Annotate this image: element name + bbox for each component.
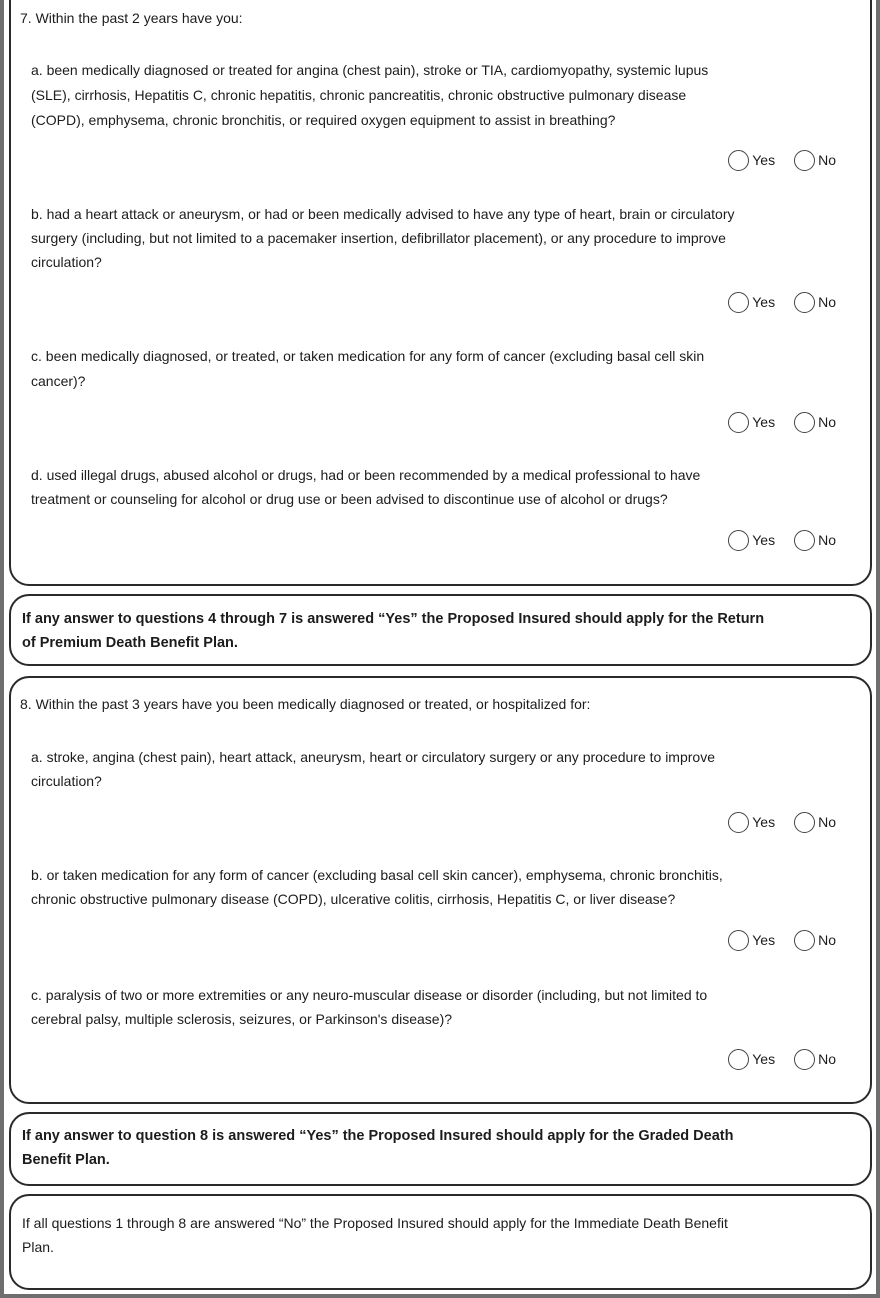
yes-label: Yes xyxy=(752,294,776,310)
question-7-heading: 7. Within the past 2 years have you: xyxy=(20,10,243,26)
yes-label: Yes xyxy=(752,1051,776,1067)
return-of-premium-note-line-2: of Premium Death Benefit Plan. xyxy=(22,635,238,651)
no-label: No xyxy=(818,932,836,948)
question-8c-line-2: cerebral palsy, multiple sclerosis, seizures, or Parkinson's disease)? xyxy=(31,1011,453,1027)
question-8-heading: 8. Within the past 3 years have you been medically diagnosed or treated, or hospitalized for: xyxy=(20,696,591,712)
form-page xyxy=(4,0,876,1294)
radio-icon[interactable] xyxy=(794,150,815,171)
radio-icon[interactable] xyxy=(728,530,749,551)
question-8c-yes-option[interactable] xyxy=(728,1049,775,1070)
question-8a-yes-option[interactable] xyxy=(728,812,775,833)
question-8c-no-option[interactable] xyxy=(794,1049,836,1070)
question-8a-line-2: circulation? xyxy=(31,773,102,789)
question-8c-line-1: c. paralysis of two or more extremities or any neuro-muscular disease or disorder (including, but not limited to xyxy=(31,987,708,1003)
question-7d-line-1: d. used illegal drugs, abused alcohol or drugs, had or been recommended by a medical professional to have xyxy=(31,467,701,483)
immediate-death-benefit-note-line-1: If all questions 1 through 8 are answered “No” the Proposed Insured should apply for the Immediate Death Benefit xyxy=(22,1215,728,1231)
yes-label: Yes xyxy=(752,814,776,830)
yes-label: Yes xyxy=(752,152,776,168)
question-7b-line-2: surgery (including, but not limited to a pacemaker insertion, defibrillator placement), or any procedure to improve xyxy=(31,230,726,246)
graded-death-benefit-note-line-1: If any answer to question 8 is answered “Yes” the Proposed Insured should apply for the Graded Death xyxy=(22,1128,734,1144)
question-7a-yes-option[interactable] xyxy=(728,150,775,171)
question-7c-answer xyxy=(728,410,836,434)
radio-icon[interactable] xyxy=(794,292,815,313)
radio-icon[interactable] xyxy=(728,292,749,313)
question-8b-line-1: b. or taken medication for any form of cancer (excluding basal cell skin cancer), emphysema, chronic bronchitis, xyxy=(31,867,723,883)
question-7d-no-option[interactable] xyxy=(794,530,836,551)
question-7a-line-1: a. been medically diagnosed or treated for angina (chest pain), stroke or TIA, cardiomyopathy, systemic lupus xyxy=(31,62,709,78)
question-7b-yes-option[interactable] xyxy=(728,292,775,313)
question-8b-no-option[interactable] xyxy=(794,930,836,951)
question-8a-line-1: a. stroke, angina (chest pain), heart attack, aneurysm, heart or circulatory surgery or any procedure to improve xyxy=(31,749,715,765)
no-label: No xyxy=(818,814,836,830)
radio-icon[interactable] xyxy=(728,412,749,433)
question-7c-yes-option[interactable] xyxy=(728,412,775,433)
graded-death-benefit-note-line-2: Benefit Plan. xyxy=(22,1152,110,1168)
question-8b-yes-option[interactable] xyxy=(728,930,775,951)
question-8b-line-2: chronic obstructive pulmonary disease (COPD), ulcerative colitis, cirrhosis, Hepatitis C, or liver disease? xyxy=(31,891,676,907)
question-8b-answer xyxy=(728,928,836,952)
question-7b-line-1: b. had a heart attack or aneurysm, or had or been medically advised to have any type of heart, brain or circulatory xyxy=(31,206,735,222)
return-of-premium-note-line-1: If any answer to questions 4 through 7 is answered “Yes” the Proposed Insured should apply for the Return xyxy=(22,611,765,627)
radio-icon[interactable] xyxy=(794,412,815,433)
question-7c-line-1: c. been medically diagnosed, or treated, or taken medication for any form of cancer (excluding basal cell skin xyxy=(31,348,705,364)
radio-icon[interactable] xyxy=(728,1049,749,1070)
question-7b-no-option[interactable] xyxy=(794,292,836,313)
immediate-death-benefit-note-box xyxy=(9,1194,872,1290)
no-label: No xyxy=(818,414,836,430)
question-7a-answer xyxy=(728,148,836,172)
yes-label: Yes xyxy=(752,932,776,948)
radio-icon[interactable] xyxy=(794,1049,815,1070)
radio-icon[interactable] xyxy=(794,812,815,833)
no-label: No xyxy=(818,1051,836,1067)
question-7b-line-3: circulation? xyxy=(31,254,102,270)
question-8a-answer xyxy=(728,810,836,834)
question-7a-line-2: (SLE), cirrhosis, Hepatitis C, chronic hepatitis, chronic pancreatitis, chronic obstructive pulmonary disease xyxy=(31,87,687,103)
radio-icon[interactable] xyxy=(728,150,749,171)
radio-icon[interactable] xyxy=(794,930,815,951)
question-8a-no-option[interactable] xyxy=(794,812,836,833)
question-7a-line-3: (COPD), emphysema, chronic bronchitis, or required oxygen equipment to assist in breathing? xyxy=(31,112,616,128)
yes-label: Yes xyxy=(752,414,776,430)
question-7d-answer xyxy=(728,528,836,552)
no-label: No xyxy=(818,532,836,548)
radio-icon[interactable] xyxy=(728,812,749,833)
question-7c-line-2: cancer)? xyxy=(31,373,86,389)
radio-icon[interactable] xyxy=(728,930,749,951)
yes-label: Yes xyxy=(752,532,776,548)
no-label: No xyxy=(818,152,836,168)
question-7a-no-option[interactable] xyxy=(794,150,836,171)
immediate-death-benefit-note-line-2: Plan. xyxy=(22,1239,54,1255)
question-7d-yes-option[interactable] xyxy=(728,530,775,551)
question-7b-answer xyxy=(728,290,836,314)
question-7d-line-2: treatment or counseling for alcohol or drug use or been advised to discontinue use of alcohol or drugs? xyxy=(31,491,668,507)
radio-icon[interactable] xyxy=(794,530,815,551)
question-8c-answer xyxy=(728,1047,836,1071)
no-label: No xyxy=(818,294,836,310)
question-7c-no-option[interactable] xyxy=(794,412,836,433)
